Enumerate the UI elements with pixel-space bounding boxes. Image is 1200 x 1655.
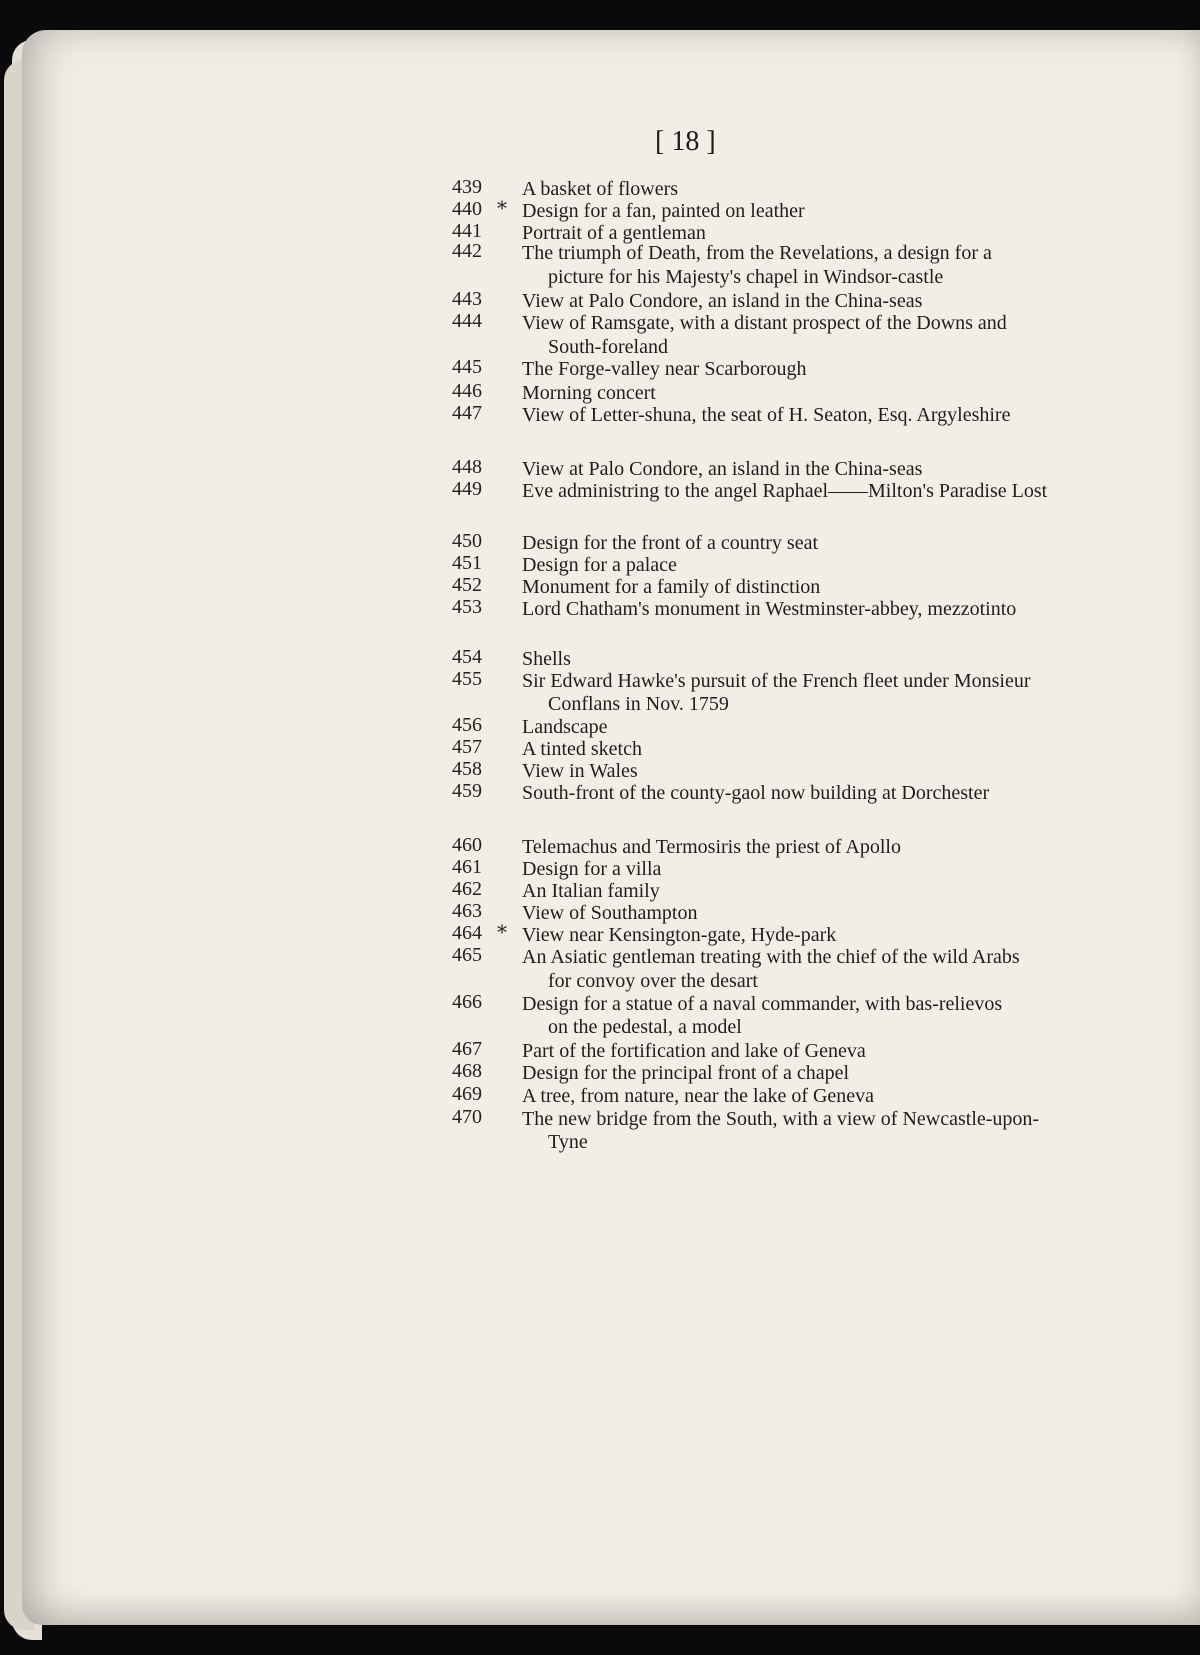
entry-title: Design for a statue of a naval commander, with bas-relievos [522, 993, 1003, 1015]
entry-number: 461 [452, 856, 482, 878]
entry-number: 457 [452, 736, 482, 758]
entry-title: Design for a villa [522, 858, 662, 880]
entry-title: Telemachus and Termosiris the priest of Apollo [522, 836, 901, 858]
entry-title-continued: for convoy over the desart [548, 970, 758, 992]
entry-number: 451 [452, 552, 482, 574]
entry-number: 458 [452, 758, 482, 780]
entry-number: 463 [452, 900, 482, 922]
entry-title: An Asiatic gentleman treating with the chief of the wild Arabs [522, 946, 1020, 968]
entry-number: 452 [452, 574, 482, 596]
entry-number: 447 [452, 402, 482, 424]
entry-title: View of Ramsgate, with a distant prospect of the Downs and [522, 312, 1007, 334]
entry-title: View of Letter-shuna, the seat of H. Seaton, Esq. Argyleshire [522, 404, 1011, 426]
entry-title: Morning concert [522, 382, 656, 404]
entry-number: 469 [452, 1083, 482, 1105]
entry-title-continued: on the pedestal, a model [548, 1016, 742, 1038]
entry-title: View near Kensington-gate, Hyde-park [522, 924, 837, 946]
entry-number: 454 [452, 646, 482, 668]
entry-number: 453 [452, 596, 482, 618]
asterisk-mark: * [497, 196, 507, 220]
entry-number: 462 [452, 878, 482, 900]
entry-number: 442 [452, 240, 482, 262]
entry-number: 448 [452, 456, 482, 478]
entry-title: Design for the front of a country seat [522, 532, 819, 554]
entry-number: 446 [452, 380, 482, 402]
entry-number: 465 [452, 944, 482, 966]
entry-title-continued: Tyne [548, 1131, 588, 1153]
entry-number: 441 [452, 220, 482, 242]
entry-title: View of Southampton [522, 902, 698, 924]
entry-title: Design for a palace [522, 554, 677, 576]
entry-number: 444 [452, 310, 482, 332]
entry-number: 464 [452, 922, 482, 944]
entry-title-continued: picture for his Majesty's chapel in Windsor-castle [548, 266, 944, 288]
entry-number: 470 [452, 1106, 482, 1128]
entry-number: 439 [452, 176, 482, 198]
entry-title: The triumph of Death, from the Revelations, a design for a [522, 242, 992, 264]
entry-number: 450 [452, 530, 482, 552]
entry-title: Landscape [522, 716, 608, 738]
entry-title-continued: South-foreland [548, 336, 668, 358]
entry-number: 460 [452, 834, 482, 856]
entry-number: 455 [452, 668, 482, 690]
entry-title-continued: Conflans in Nov. 1759 [548, 693, 729, 715]
entry-title: View in Wales [522, 760, 638, 782]
entry-title: Sir Edward Hawke's pursuit of the French fleet under Monsieur [522, 670, 1031, 692]
entry-number: 443 [452, 288, 482, 310]
entry-title: A tree, from nature, near the lake of Geneva [522, 1085, 875, 1107]
entry-number: 467 [452, 1038, 482, 1060]
entry-title: Part of the fortification and lake of Geneva [522, 1040, 866, 1062]
entry-number: 445 [452, 356, 482, 378]
entry-title: Lord Chatham's monument in Westminster-abbey, mezzotinto [522, 598, 1017, 620]
asterisk-mark: * [497, 920, 507, 944]
entry-title: Monument for a family of distinction [522, 576, 821, 598]
entry-number: 449 [452, 478, 482, 500]
entry-number: 466 [452, 991, 482, 1013]
entry-title: A tinted sketch [522, 738, 642, 760]
entry-number: 459 [452, 780, 482, 802]
entry-title: South-front of the county-gaol now building at Dorchester [522, 782, 990, 804]
entry-title: Portrait of a gentleman [522, 222, 706, 244]
entry-title: Design for a fan, painted on leather [522, 200, 805, 222]
entry-number: 456 [452, 714, 482, 736]
entry-title: The Forge-valley near Scarborough [522, 358, 807, 380]
entry-title: Design for the principal front of a chapel [522, 1062, 850, 1084]
entry-title: View at Palo Condore, an island in the China-seas [522, 290, 923, 312]
entry-number: 468 [452, 1060, 482, 1082]
entry-title: Shells [522, 648, 571, 670]
entry-title: An Italian family [522, 880, 660, 902]
entry-title: The new bridge from the South, with a view of Newcastle-upon- [522, 1108, 1040, 1130]
entry-title: Eve administring to the angel Raphael——Milton's Paradise Lost [522, 480, 1048, 502]
entry-title: View at Palo Condore, an island in the China-seas [522, 458, 923, 480]
page-number: [ 18 ] [655, 126, 716, 157]
entry-number: 440 [452, 198, 482, 220]
entry-title: A basket of flowers [522, 178, 679, 200]
